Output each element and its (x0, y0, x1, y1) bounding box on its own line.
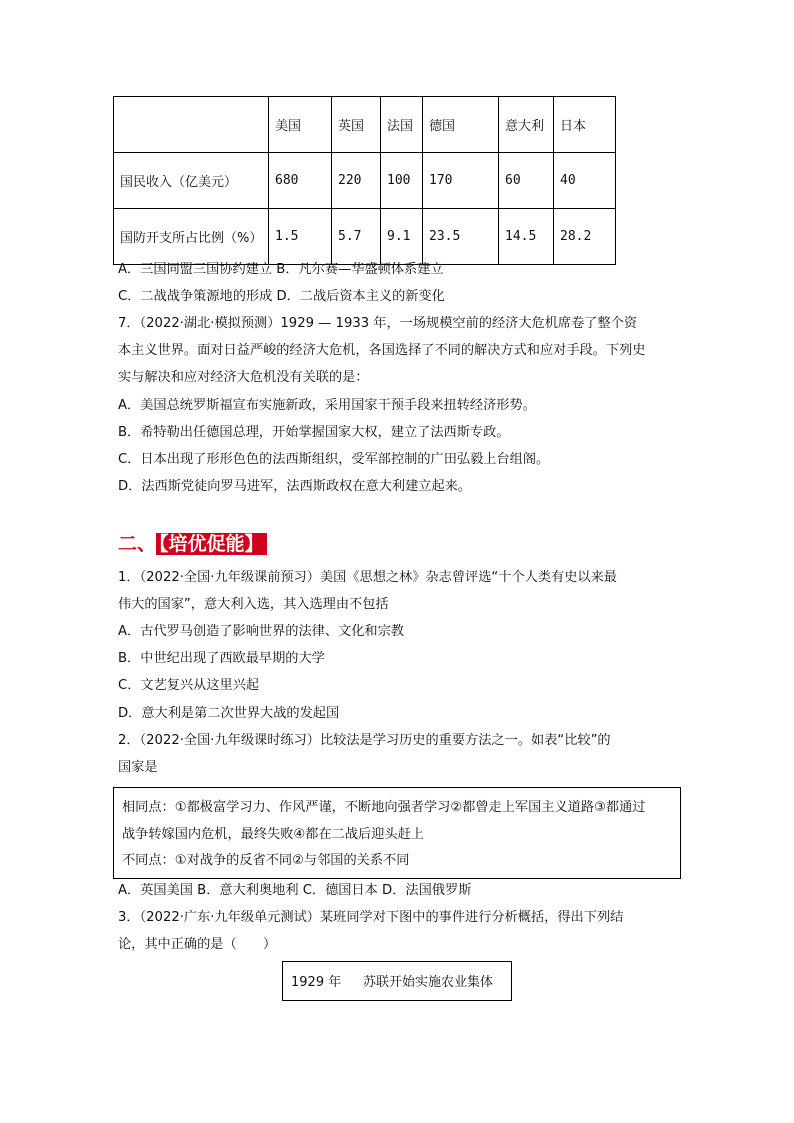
section-heading (118, 531, 267, 557)
table-cell: 100 (381, 153, 423, 209)
s2q3-stem: 论，其中正确的是（ ） (118, 937, 277, 952)
table-cell: 14.5 (499, 209, 554, 265)
section-tag: 【培优促能】 (156, 533, 267, 555)
q7-option-a: A．美国总统罗斯福宣布实施新政，采用国家干预手段来扭转经济形势。 (118, 398, 536, 413)
q7-stem: 7．（2022·湖北·模拟预测）1929 — 1933 年，一场规模空前的经济大危机席卷了整个资 (118, 316, 638, 331)
table-header-cell: 德国 (423, 97, 499, 153)
s2q1-stem: 1．（2022·全国·九年级课前预习）美国《思想之林》杂志曾评选“十个人类有史以来最 (118, 570, 617, 585)
s2q2-stem: 2．（2022·全国·九年级课时练习）比较法是学习历史的重要方法之一。如表“比较”的 (118, 733, 611, 748)
table-header-cell: 法国 (381, 97, 423, 153)
s2q2-options: A．英国美国 B．意大利奥地利 C．德国日本 D．法国俄罗斯 (118, 883, 472, 898)
table-header-cell: 日本 (554, 97, 616, 153)
timeline-event: 苏联开始实施农业集体 (363, 975, 494, 990)
s2q1-option-c: C．文艺复兴从这里兴起 (118, 678, 260, 693)
table-header-cell (114, 97, 269, 153)
table-header-cell: 美国 (269, 97, 332, 153)
table-header-row (114, 97, 616, 153)
q7-option-b: B．希特勒出任德国总理，开始掌握国家大权，建立了法西斯专政。 (118, 425, 510, 440)
q7-option-c: C．日本出现了形形色色的法西斯组织，受军部控制的广田弘毅上台组阁。 (118, 452, 550, 467)
q6-options-line: C．二战战争策源地的形成 D．二战后资本主义的新变化 (118, 289, 445, 304)
table-cell: 23.5 (423, 209, 499, 265)
table-cell: 5.7 (332, 209, 381, 265)
comparison-box-line: 不同点：①对战争的反省不同②与邻国的关系不同 (122, 853, 410, 868)
table-cell: 40 (554, 153, 616, 209)
s2q1-option-b: B．中世纪出现了西欧最早期的大学 (118, 651, 325, 666)
q7-stem: 实与解决和应对经济大危机没有关联的是： (118, 370, 369, 385)
comparison-box (113, 787, 681, 879)
table-cell: 170 (423, 153, 499, 209)
table-header-cell: 意大利 (499, 97, 554, 153)
table-header-cell: 英国 (332, 97, 381, 153)
table-row (114, 209, 616, 265)
s2q1-option-d: D．意大利是第二次世界大战的发起国 (118, 706, 340, 721)
comparison-table (113, 96, 616, 265)
q7-stem: 本主义世界。面对日益严峻的经济大危机，各国选择了不同的解决方式和应对手段。下列史 (118, 343, 646, 358)
comparison-box-line: 战争转嫁国内危机，最终失败④都在二战后迎头赶上 (122, 827, 424, 842)
s2q1-option-a: A．古代罗马创造了影响世界的法律、文化和宗教 (118, 624, 404, 639)
q7-option-d: D．法西斯党徒向罗马进军，法西斯政权在意大利建立起来。 (118, 479, 472, 494)
comparison-box-line: 相同点：①都极富学习力、作风严谨，不断地向强者学习②都曾走上军国主义道路③都通过 (122, 800, 646, 815)
table-cell: 60 (499, 153, 554, 209)
s2q1-stem: 伟大的国家”，意大利入选，其入选理由不包括 (118, 597, 389, 612)
table-cell: 1.5 (269, 209, 332, 265)
s2q2-stem: 国家是 (118, 760, 158, 775)
table-cell: 9.1 (381, 209, 423, 265)
timeline-box (282, 961, 512, 1001)
section-number: 二、 (118, 533, 157, 555)
table-row (114, 153, 616, 209)
timeline-year: 1929 年 (291, 975, 342, 990)
table-row-label: 国民收入（亿美元） (114, 153, 269, 209)
table-cell: 680 (269, 153, 332, 209)
q6-options-line: A．三国同盟三国协约建立 B．凡尔赛—华盛顿体系建立 (118, 262, 444, 277)
s2q3-stem: 3．（2022·广东·九年级单元测试）某班同学对下图中的事件进行分析概括，得出下列结 (118, 910, 624, 925)
table-cell: 220 (332, 153, 381, 209)
table-row-label: 国防开支所占比例（%） (114, 209, 269, 265)
table-cell: 28.2 (554, 209, 616, 265)
